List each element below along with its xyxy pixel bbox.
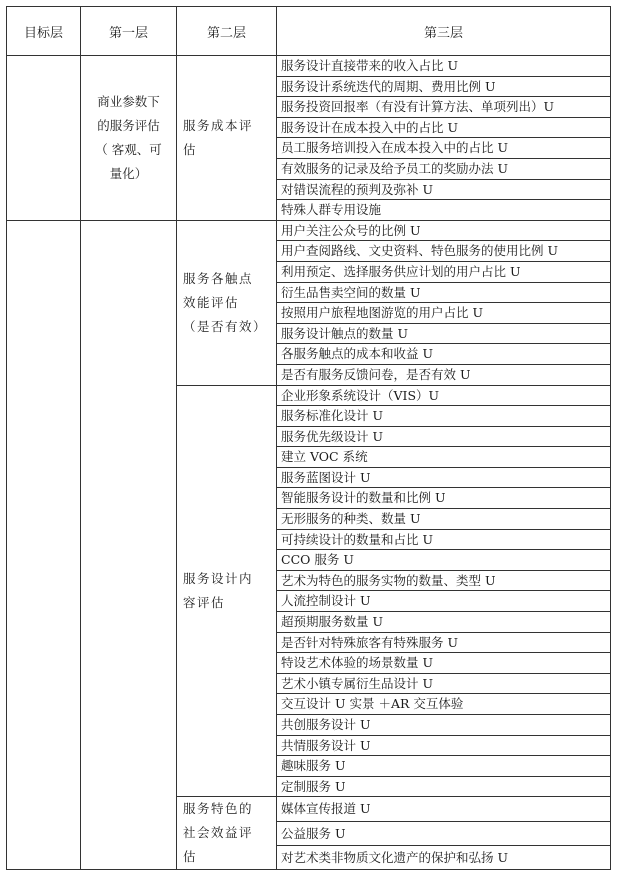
layer-3-item: 特设艺术体验的场景数量 U (277, 653, 611, 674)
layer-3-item: 服务蓝图设计 U (277, 467, 611, 488)
table-row (7, 56, 611, 77)
layer-3-item: 员工服务培训投入在成本投入中的占比 U (277, 138, 611, 159)
layer-3-item: 定制服务 U (277, 776, 611, 797)
target-layer-cell (7, 220, 81, 870)
header-row (7, 7, 611, 56)
layer-3-item: 按照用户旅程地图游览的用户占比 U (277, 303, 611, 324)
layer-3-item: 共创服务设计 U (277, 715, 611, 736)
layer-2-label: 服务成本评 估 (183, 117, 254, 157)
layer-3-item: 服务投资回报率（有没有计算方法、单项列出）U (277, 97, 611, 118)
layer-3-item: 超预期服务数量 U (277, 612, 611, 633)
layer-2-label: 服务设计内 容评估 (183, 570, 254, 610)
layer-3-item: 服务设计在成本投入中的占比 U (277, 117, 611, 138)
layer-3-item: 服务标准化设计 U (277, 406, 611, 427)
layer-3-item: 各服务触点的成本和收益 U (277, 344, 611, 365)
layer-3-item: 对错误流程的预判及弥补 U (277, 179, 611, 200)
layer-3-item: 用户关注公众号的比例 U (277, 220, 611, 241)
layer-3-item: 有效服务的记录及给予员工的奖励办法 U (277, 158, 611, 179)
layer-3-item: 艺术为特色的服务实物的数量、类型 U (277, 570, 611, 591)
layer-3-item: 可持续设计的数量和占比 U (277, 529, 611, 550)
layer-3-item: 衍生品售卖空间的数量 U (277, 282, 611, 303)
layer-1-cell (81, 56, 177, 221)
layer-2-label: 服务特色的 社会效益评 估 (183, 801, 254, 865)
layer-3-item: 对艺术类非物质文化遗产的保护和弘扬 U (277, 846, 611, 870)
layer-3-item: 服务设计触点的数量 U (277, 323, 611, 344)
layer-3-item: 是否针对特殊旅客有特殊服务 U (277, 632, 611, 653)
layer-3-item: 无形服务的种类、数量 U (277, 509, 611, 530)
layer-3-item: 共情服务设计 U (277, 735, 611, 756)
layer-3-item: 建立 VOC 系统 (277, 447, 611, 468)
layer-3-item: 特殊人群专用设施 (277, 200, 611, 221)
layer-3-item: 交互设计 U 实景 ＋AR 交互体验 (277, 694, 611, 715)
layer-3-item: 用户查阅路线、文史资料、特色服务的使用比例 U (277, 241, 611, 262)
layer-3-item: 是否有服务反馈问卷，是否有效 U (277, 364, 611, 385)
layer-3-item: 趣味服务 U (277, 756, 611, 777)
layer-3-item: 艺术小镇专属衍生品设计 U (277, 673, 611, 694)
table-row (7, 220, 611, 241)
layer-3-item: 服务设计系统迭代的周期、费用比例 U (277, 76, 611, 97)
layer-3-item: 人流控制设计 U (277, 591, 611, 612)
evaluation-table (6, 6, 611, 870)
layer-3-item: 媒体宣传报道 U (277, 797, 611, 821)
layer-2-cell (177, 56, 277, 221)
layer-3-item: 公益服务 U (277, 821, 611, 845)
layer-3-item: CCO 服务 U (277, 550, 611, 571)
layer-3-item: 智能服务设计的数量和比例 U (277, 488, 611, 509)
layer-3-item: 服务设计直接带来的收入占比 U (277, 56, 611, 77)
layer-3-item: 企业形象系统设计（VIS）U (277, 385, 611, 406)
table-body (7, 56, 611, 870)
header-layer-2: 第二层 (177, 7, 277, 56)
header-layer-3: 第三层 (277, 7, 611, 56)
header-target-layer: 目标层 (7, 7, 81, 56)
layer-3-item: 服务优先级设计 U (277, 426, 611, 447)
layer-2-cell (177, 220, 277, 385)
layer-1-label: 商业参数下 的服务评估 （ 客观、可 量化） (95, 93, 162, 181)
layer-1-cell (81, 220, 177, 870)
layer-3-item: 利用预定、选择服务供应计划的用户占比 U (277, 261, 611, 282)
header-layer-1: 第一层 (81, 7, 177, 56)
layer-2-label: 服务各触点 效能评估 （是否有效） (183, 270, 268, 334)
layer-2-cell (177, 797, 277, 870)
target-layer-cell (7, 56, 81, 221)
layer-2-cell (177, 385, 277, 797)
table-header (7, 7, 611, 56)
